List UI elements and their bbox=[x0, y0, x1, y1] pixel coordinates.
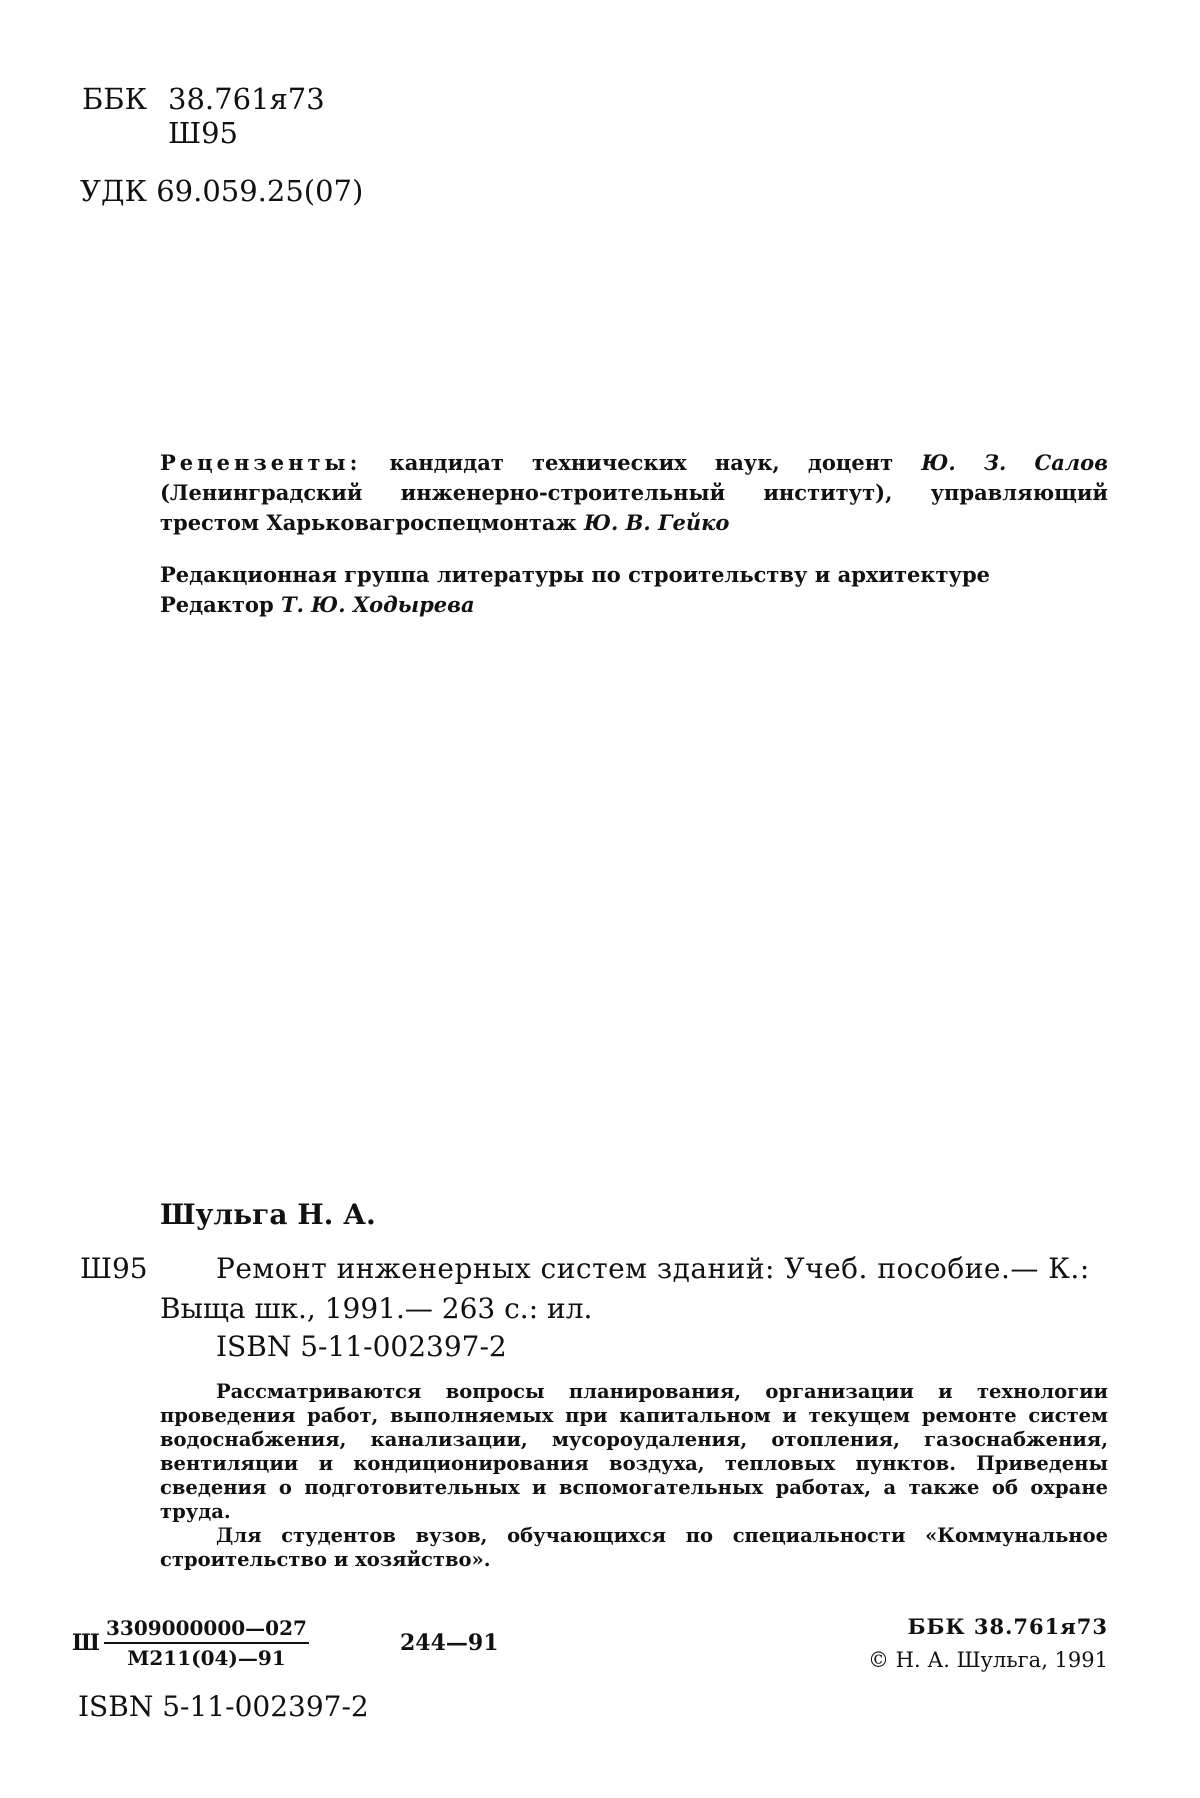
bbk-value: 38.761я73 bbox=[168, 82, 325, 116]
bbk-bottom: ББК 38.761я73 bbox=[907, 1614, 1108, 1639]
editorial-group: Редакционная группа литературы по строительству и архитектуре bbox=[160, 562, 991, 587]
editor-line bbox=[160, 590, 1108, 620]
abstract-paragraph-1: Рассматриваются вопросы планирования, организации и технологии проведения работ, выполняемых при капитальном и текущем ремонте систем водоснабжения, канализации, мусороудаления, отопления, газоснабжения, вентиляции и кондиционирования воздуха, тепловых пунктов. Приведены сведения о подготовительных и вспомогательных работах, а также об охране труда. bbox=[160, 1380, 1108, 1523]
reviewers-block bbox=[160, 448, 1108, 538]
bbk-label: ББК bbox=[82, 82, 148, 116]
abstract-paragraph-2: Для студентов вузов, обучающихся по специальности «Коммунальное строительство и хозяйство». bbox=[160, 1524, 1108, 1571]
reviewer-name-1: Ю. З. Салов bbox=[921, 450, 1108, 475]
udk-classification bbox=[80, 174, 363, 208]
catalog-prefix: Ш bbox=[72, 1630, 100, 1656]
reviewers-label: Рецензенты: bbox=[160, 450, 362, 475]
copyright: © Н. А. Шульга, 1991 bbox=[867, 1648, 1108, 1672]
entry-title: Ремонт инженерных систем зданий: Учеб. пособие.— К.: bbox=[216, 1252, 1090, 1285]
catalog-fraction bbox=[104, 1616, 309, 1670]
bbk-classification bbox=[82, 82, 325, 116]
catalog-numerator: 3309000000—027 bbox=[104, 1616, 309, 1644]
reviewer-name-2: Ю. В. Гейко bbox=[583, 510, 730, 535]
entry-isbn: ISBN 5-11-002397-2 bbox=[216, 1330, 507, 1363]
editor-label: Редактор bbox=[160, 592, 281, 617]
udk-label: УДК bbox=[80, 174, 147, 208]
udk-value: 69.059.25(07) bbox=[156, 174, 364, 208]
isbn-bottom: ISBN 5-11-002397-2 bbox=[78, 1690, 369, 1723]
author-code-top: Ш95 bbox=[168, 116, 238, 150]
entry-publisher: Выща шк., 1991.— 263 с.: ил. bbox=[160, 1292, 593, 1325]
editor-name: Т. Ю. Ходырева bbox=[280, 592, 475, 617]
catalog-suffix: 244—91 bbox=[400, 1630, 499, 1656]
editors-block bbox=[160, 560, 1108, 620]
reviewers-text-2: (Ленинградский инженерно-строительный институт), управляющий трестом Харьковагроспецмонтаж bbox=[160, 480, 1108, 535]
reviewers-text-1: кандидат технических наук, доцент bbox=[361, 450, 922, 475]
entry-code: Ш95 bbox=[80, 1252, 148, 1285]
catalog-denominator: М211(04)—91 bbox=[127, 1646, 286, 1670]
abstract bbox=[160, 1380, 1108, 1572]
entry-author: Шульга Н. А. bbox=[160, 1198, 376, 1231]
